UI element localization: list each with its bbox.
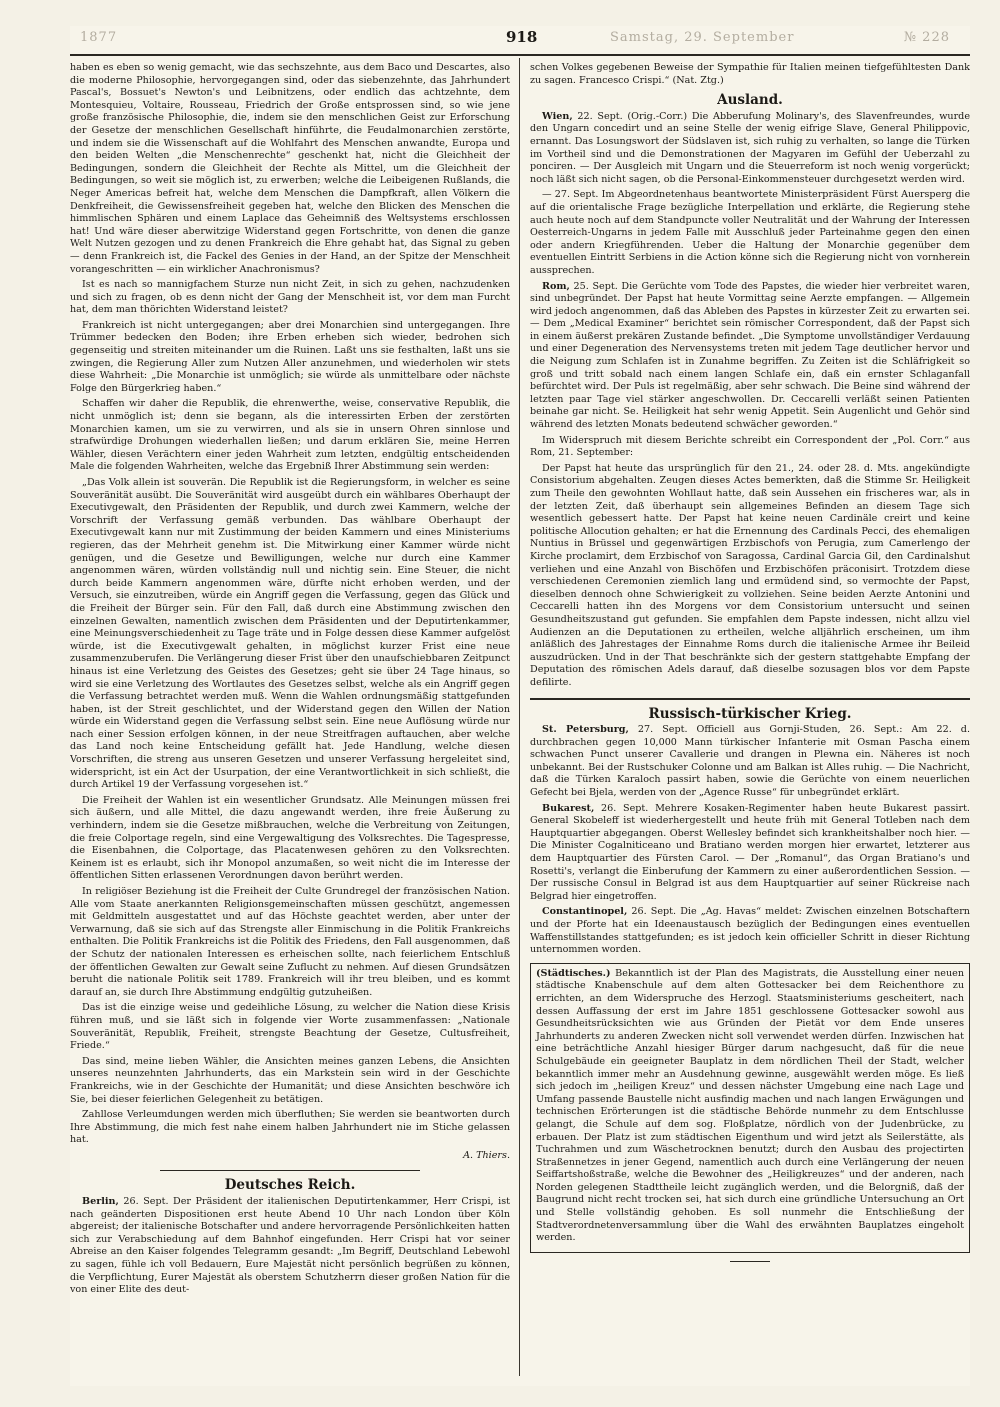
- local-news-box: [530, 963, 970, 1253]
- local-news-label: (Städtisches.): [536, 967, 611, 979]
- section-rule: [160, 1170, 420, 1171]
- newspaper-page: [70, 26, 970, 1386]
- local-news-text: Bekanntlich ist der Plan des Magistrats, die Ausstellung einer neuen städtische Knabenschule auf dem alten Gottesacker bei dem Reichenthore zu errichten, an dem Widerspruche des Herzogl. Staatsministeriums gescheitert, nach dessen Auffassung der erst im Jahre 1851 geschlossene Gottesacker sowohl aus Gesundheitsrücksichten wie aus Gründen der Pietät vor dem Ende unseres Jahrhunderts zu anderen Zwecken nicht soll verwendet werden dürfen. Inzwischen hat eine beträchtliche Anzahl hiesiger Bürger darum nachgesucht, daß für die neue Schulgebäude ein geeigneter Bauplatz in dem nördlichen Theil der Stadt, welcher bekanntlich immer mehr an Ausdehnung gewinne, ausgewählt werden möge. Es ließ sich jedoch im „heiligen Kreuz“ und dessen nächster Umgebung eine nach Lage und Umfang passende Baustelle nicht ausfindig machen und nach langen Erwägungen und technischen Erörterungen ist die städtische Behörde nunmehr zu dem Entschlusse gelangt, die Schule auf dem sog. Floßplatze, nördlich von der Judenbrücke, zu erbauen. Der Platz ist zum städtischen Eigenthum und wird jetzt als Seilerstätte, als Tuchrahmen und zum Wäschetrocknen benutzt; durch den Ausbau des projectirten Straßennetzes in jener Gegend, namentlich auch durch eine Verlängerung der neuen Seiffartshoßstraße, welche die Bewohner des „Heiligkreuzes“ und der anderen, nach Norden gelegenen Stadttheile leicht zugänglich werden, und die Belorgniß, daß der Baugrund nicht recht trocken sei, hat sich durch eine gründliche Untersuchung an Ort und Stelle vollständig gehoben. Es soll nunmehr die Entschließung der Stadtverordnetenversammlung über die Wahl des erwähnten Bauplatzes eingeholt werden.: [536, 967, 964, 1244]
- header-issue: № 228: [903, 30, 950, 45]
- dateline-place: Rom,: [542, 280, 570, 292]
- dateline-place: Berlin,: [82, 1196, 119, 1208]
- article-paragraph: schen Volkes gegebenen Beweise der Sympathie für Italien meinen tiefgefühltesten Dank zu sagen. Francesco Crispi.“ (Nat. Ztg.): [530, 62, 970, 86]
- article-paragraph: haben es eben so wenig gemacht, wie das sechszehnte, aus dem Baco und Descartes, also die moderne Philosophie, hervorgegangen sind, oder das siebenzehnte, das Jahrhundert Pascal's, Bossuet's Newton's und Leibnitzens, oder endlich das achtzehnte, dem Montesquieu, Voltaire, Rousseau, Friedrich der Große entsprossen sind, so wie jene große französische Philosophie, die, indem sie den menschlichen Geist zur Erforschung der Gesetze der menschlichen Gesellschaft hinführte, die Feudalmonarchien zerstörte, und indem sie die Wissenschaft auf die Wohlfahrt des Menschen anwandte, Europa und den beiden Welten „die Menschenrechte“ geschenkt hat, nicht die Gleichheit der Bedingungen, sondern die Gleichheit der Rechte als Mittel, um die Gleichheit der Bedingungen, so weit sie möglich ist, zu erwerben; welche die Leibeigenen Rußlands, die Neger Americas befreit hat, welche dem Menschen die Dampfkraft, allen Völkern die Denkfreiheit, die Gewissensfreiheit gegeben hat, welche den Blicken des Menschen die himmlischen Sphären und einem Laplace das Geheimniß des Weltsystems erschlossen hat! Und wäre dieser aberwitzige Widerstand gegen Fortschritte, von denen die ganze Welt Nutzen gezogen und zu denen Frankreich die Ehre gehabt hat, das Signal zu geben — denn Frankreich ist, die Fackel des Genies in der Hand, an der Spitze der Menschheit vorangeschritten — ein wirklicher Anachronismus?: [70, 62, 510, 275]
- article-paragraph: Schaffen wir daher die Republik, die ehrenwerthe, weise, conservative Republik, die nicht unmöglich ist; denn sie begann, als die interessirten Erben der zerstörten Monarchien kamen, um sie zu verwirren, und als sie in unsern Ohren sinnlose und strafwürdige Drohungen wiederhallen ließen; und darum erklären Sie, meine Herren Wähler, diesen Verächtern einer jeden Wahrheit zum letzten, endgültig entscheidenden Male die folgenden Wahrheiten, welche das Ergebniß Ihrer Abstimmung sein werden:: [70, 398, 510, 473]
- section-heading-reich: Deutsches Reich.: [224, 1177, 356, 1194]
- article-paragraph: „Das Volk allein ist souverän. Die Republik ist die Regierungsform, in welcher es seine Souveränität ausübt. Die Souveränität wird ausgeübt durch ein wählbares Oberhaupt der Executivgewalt, den Präsidenten der Republik, und durch zwei Kammern, welche der Vorschrift der Verfassung gemäß verbunden. Das wählbare Oberhaupt der Executivgewalt kann nur mit Zustimmung der beiden Kammern und eines Ministeriums regieren, das der Mehrheit genehm ist. Die Mitwirkung einer Kammer würde nicht genügen, und die Gesetze und Bewilligungen, welche nur durch eine Kammer angenommen wären, würden vollständig null und nichtig sein. Eine Steuer, die nicht durch beide Kammern angenommen wäre, dürfte nicht erhoben werden, und der Versuch, sie einzutreiben, würde ein Angriff gegen die Verfassung, gegen das Glück und die Freiheit der Bürger sein. Für den Fall, daß durch eine Abstimmung zwischen den einzelnen Gewalten, namentlich zwischen dem Präsidenten und der Deputirtenkammer, eine Meinungsverschiedenheit zu Tage träte und in Folge dessen diese Kammer aufgelöst würde, ist die Executivgewalt gehalten, in möglichst kurzer Frist eine neue zusammenzuberufen. Die Verlängerung dieser Frist über den unaufschiebbaren Zeitpunct hinaus ist eine Verletzung des Geistes des Gesetzes; geht sie über 24 Tage hinaus, so wird sie eine Verletzung des Wortlautes des Gesetzes selbst, welche als ein Angriff gegen die Verfassung betrachtet werden muß. Wenn die Wahlen ordnungsmäßig stattgefunden haben, ist der Streit geschlichtet, und der Widerstand gegen den Willen der Nation würde ein Widerstand gegen die Verfassung selbst sein. Eine neue Auflösung würde nur nach einer Session erfolgen können, in der neue Streitfragen auftauchen, aber welche das Land noch keine Entscheidung gefällt hat. Jede Handlung, welche diesen Vorschriften, die streng aus unseren Gesetzen und unserer Verfassung hergeleitet sind, widerspricht, ist ein Act der Usurpation, der eine Verantwortlichkeit in sich schließt, die durch Artikel 19 der Verfassung vorgesehen ist.“: [70, 477, 510, 791]
- dateline-text: 22. Sept. (Orig.-Corr.) Die Abberufung Molinary's, des Slavenfreundes, wurde den Ungarn concedirt und an seine Stelle der wenig eifrige Slave, General Philippovic, ernannt. Das Losungswort der Südslaven ist, sich ruhig zu verhalten, so lange die Türken im Vortheil sind und die Demonstrationen der Magyaren im Gefühl der Ueberzahl zu ponciren. — Der Ausgleich mit Ungarn und die Steuerreform ist noch wenig vorgerückt; noch läßt sich nicht sagen, ob die Personal-Einkommensteuer durchgesetzt werden wird.: [530, 110, 970, 185]
- right-column: [530, 62, 970, 1376]
- dateline-text: 27. Sept. Officiell aus Gornji-Studen, 26. Sept.: Am 22. d. durchbrachen gegen 10,000 Mann türkischer Infanterie mit Osman Pascha einem schwachen Punct unserer Cavallerie und drangen in Plewna ein. Näheres ist noch unbekannt. Bei der Rustschuker Colonne und am Balkan ist Alles ruhig. — Die Nachricht, daß die Türken Karaloch passirt haben, sowie die Gerüchte von einem neuerlichen Gefecht bei Bjela, werden von der „Agence Russe“ für unbegründet erklärt.: [530, 724, 970, 799]
- article-paragraph: — 27. Sept. Im Abgeordnetenhaus beantwortete Ministerpräsident Fürst Auersperg die auf die orientalische Frage bezügliche Interpellation und erklärte, die Regierung stehe auch heute noch auf dem Standpuncte voller Neutralität und der Wahrung der Interessen Oesterreich-Ungarns in jedem Falle mit Ausschluß jeder Parteinahme gegen den einen oder andern Kriegführenden. Ueber die Haltung der Monarchie gegenüber dem eventuellen Eintritt Serbiens in die Action könne sich die Regierung nicht von vornherein aussprechen.: [530, 189, 970, 276]
- header-rule: [70, 54, 970, 56]
- header-year: 1877: [80, 30, 118, 45]
- article-paragraph: Das sind, meine lieben Wähler, die Ansichten meines ganzen Lebens, die Ansichten unseres neunzehnten Jahrhunderts, das ein Markstein sein wird in der Geschichte Frankreichs, wie in der Geschichte der Humanität; und diese Ansichten beschwöre ich Sie, bei dieser feierlichen Gelegenheit zu betätigen.: [70, 1055, 510, 1105]
- dateline-text: 25. Sept. Die Gerüchte vom Tode des Papstes, die wieder hier verbreitet waren, sind unbegründet. Der Papst hat heute Vormittag seine Aerzte empfangen. — Allgemein wird jedoch angenommen, daß das Ableben des Papstes in kürzester Zeit zu erwarten sei. — Dem „Medical Examiner“ berichtet sein römischer Correspondent, daß der Papst sich in einem äußerst prekären Zustande befindet. „Die Symptome unvollständiger Verdauung und einer Degeneration des Nervensystems treten mit jedem Tage deutlicher hervor und die Neigung zum Schlafen ist in Zunahme begriffen. Zu Zeiten ist die Schläfrigkeit so groß und tritt sobald nach einem langen Schlafe ein, daß ein ernster Schlaganfall befürchtet wird. Der Puls ist regelmäßig, aber sehr schwach. Die Beine sind während der letzten paar Tage viel stärker angeschwollen. Dr. Ceccarelli verläßt seinen Patienten beinahe gar nicht. Se. Heiligkeit hat sehr wenig Appetit. Sein Augenlicht und Gehör sind während des letzten Monats bedeutend schwächer geworden.“: [530, 280, 970, 431]
- dateline-place: St. Petersburg,: [542, 724, 629, 736]
- column-divider: [519, 58, 520, 1376]
- article-paragraph: Frankreich ist nicht untergegangen; aber drei Monarchien sind untergegangen. Ihre Trümmer bedecken den Boden; ihre Erben erheben sich wieder, bedrohen sich gegenseitig und streiten miteinander um die Ruinen. Laßt uns sie festhalten, laßt uns sie zwingen, die Regierung Aller zum Nutzen Aller anzunehmen, und wiederholen wir stets diese Wahrheit: „Die Monarchie ist unmöglich; sie würde als unmittelbare oder nächste Folge den Bürgerkrieg haben.“: [70, 319, 510, 394]
- header-date: Samstag, 29. September: [610, 30, 795, 45]
- dateline-text: 26. Sept. Mehrere Kosaken-Regimenter haben heute Bukarest passirt. General Skobeleff ist wiederhergestellt und heute früh mit General Totleben nach dem Hauptquartier abgegangen. Oberst Wellesley befindet sich krankheitshalber noch hier. — Die Minister Cogalniticeano und Bratiano werden morgen hier erwartet, letzterer aus dem Hauptquartier des Fürsten Carol. — Der „Romanul“, das Organ Bratiano's und Rosetti's, verlangt die Einberufung der Kammern zu einer außerordentlichen Session. — Der russische Consul in Belgrad ist aus dem Hauptquartier auf seiner Rückreise nach Belgrad hier eingetroffen.: [530, 802, 970, 902]
- page-number: 918: [506, 28, 538, 46]
- page-header: [70, 26, 970, 54]
- dateline-place: Constantinopel,: [542, 906, 628, 918]
- dateline-text: 26. Sept. Der Präsident der italienischen Deputirtenkammer, Herr Crispi, ist nach geänderten Dispositionen erst heute Abend 10 Uhr nach London über Köln abgereist; der italienische Botschafter und andere hervorragende Persönlichkeiten hatten sich zur Verabschiedung auf dem Bahnhof eingefunden. Herr Crispi hat vor seiner Abreise an den Kaiser folgendes Telegramm gesandt: „Im Begriff, Deutschland Lebewohl zu sagen, fühle ich voll Bedauern, Eure Majestät nicht persönlich begrüßen zu können, die Verpflichtung, Eurer Majestät als oberstem Schutzherrn dieser großen Nation für die von einer Elite des deut-: [70, 1196, 510, 1296]
- article-paragraph: Ist es nach so mannigfachem Sturze nun nicht Zeit, in sich zu gehen, nachzudenken und sich zu fragen, ob es denn nicht der Gang der Menschheit ist, vor dem man Furcht hat, dem man thörichten Widerstand leistet?: [70, 279, 510, 316]
- dateline-place: Bukarest,: [542, 802, 595, 814]
- dateline-text: 26. Sept. Die „Ag. Havas“ meldet: Zwischen einzelnen Botschaftern und der Pforte hat ein Ideenaustausch bezüglich der Bedingungen eines eventuellen Waffenstillstandes stattgefunden; es ist jedoch kein officieller Schritt in dieser Richtung unternommen worden.: [530, 906, 970, 956]
- section-heading-krieg: Russisch-türkischer Krieg.: [648, 705, 852, 722]
- article-paragraph: Das ist die einzige weise und gedeihliche Lösung, zu welcher die Nation diese Krisis führen muß, und sie läßt sich in folgende vier Worte zusammenfassen: „Nationale Souveränität, Republik, Freiheit, strengste Beachtung der Gesetze, Cultusfreiheit, Friede.“: [70, 1002, 510, 1052]
- signature: A. Thiers.: [463, 1149, 510, 1161]
- article-paragraph: Im Widerspruch mit diesem Berichte schreibt ein Correspondent der „Pol. Corr.“ aus Rom, 21. September:: [530, 434, 970, 459]
- dateline-place: Wien,: [542, 110, 573, 122]
- section-rule: [530, 698, 970, 700]
- end-rule: [730, 1261, 770, 1262]
- article-paragraph: Zahllose Verleumdungen werden mich überfluthen; Sie werden sie beantworten durch Ihre Abstimmung, die mich fest nahe einem halben Jahrhundert nie im Stiche gelassen hat.: [70, 1109, 510, 1146]
- article-paragraph: Der Papst hat heute das ursprünglich für den 21., 24. oder 28. d. Mts. angekündigte Consistorium abgehalten. Zeugen dieses Actes bemerkten, daß die Stimme Sr. Heiligkeit zum Theile den gewohnten Wohllaut hatte, daß sein Aussehen ein frischeres war, als in der letzten Zeit, daß überhaupt sein allgemeines Befinden an diesem Tage sich wesentlich gebessert hatte. Der Papst hat keine neuen Cardinäle creirt und keine politische Allocution gehalten; er hat die Ernennung des Cardinals Pecci, des ehemaligen Nuntius in Brüssel und gegenwärtigen Erzbischofs von Perugia, zum Camerlengo der Kirche proclamirt, dem Erzbischof von Saragossa, Cardinal Garcia Gil, den Cardinalshut verliehen und eine Anzahl von Bischöfen und Erzbischöfen präconisirt. Trotzdem diese verschiedenen Ceremonien ziemlich lang und ermüdend sind, so vermochte der Papst, dieselben dennoch ohne Schwierigkeit zu vollziehen. Seine beiden Aerzte Antonini und Ceccarelli hatten ihn des Morgens vor dem Consistorium untersucht und seinen Gesundheitszustand gut gefunden. Sie empfahlen dem Papste indessen, nicht allzu viel Audienzen an die Deputationen zu ertheilen, welche alljährlich erscheinen, um ihm anläßlich des Jahrestages der Einnahme Roms durch die italienische Armee ihr Beileid auszudrücken. Und in der That beschränkte sich der gestern stattgehabte Empfang der Deputation des römischen Adels darauf, daß dieselbe sozusagen blos vor dem Papste defilirte.: [530, 462, 970, 688]
- article-paragraph: In religiöser Beziehung ist die Freiheit der Culte Grundregel der französischen Nation. Alle vom Staate anerkannten Religionsgemeinschaften müssen geschützt, angemessen mit Geldmitteln ausgestattet und auf das Höchste geachtet werden, aber unter der Verwarnung, daß sie sich auf das Strengste aller Einmischung in die Politik Frankreichs enthalten. Die Politik Frankreichs ist die Politik des Friedens, den Fall ausgenommen, daß der Schutz der nationalen Interessen es erheischen sollte, nach feierlichem Entschluß der öffentlichen Gewalten zur Gewalt seine Zuflucht zu nehmen. Auf diesen Grundsätzen beruht die nationale Politik seit 1789. Frankreich will ihr treu bleiben, und es kommt darauf an, sie durch Ihre Abstimmung endgültig gutzuheißen.: [70, 886, 510, 998]
- section-heading-ausland: Ausland.: [717, 92, 783, 109]
- left-column: [70, 62, 510, 1376]
- article-paragraph: Die Freiheit der Wahlen ist ein wesentlicher Grundsatz. Alle Meinungen müssen frei sich äußern, und alle Mittel, die dazu angewandt werden, ihre freie Äußerung zu verhindern, indem sie die Gesetze mißbrauchen, welche die Verbreitung von Zeitungen, die freie Colportage regeln, sind eine Vergewaltigung des Volksrechtes. Die Tagespresse, die Eisenbahnen, die Colportage, das Placatenwesen gehören zu den Volksrechten. Keinem ist es erlaubt, sich ihr Monopol anzumaßen, so weit nicht die im Interesse der öffentlichen Sitten erlassenen Verordnungen davon berührt werden.: [70, 794, 510, 882]
